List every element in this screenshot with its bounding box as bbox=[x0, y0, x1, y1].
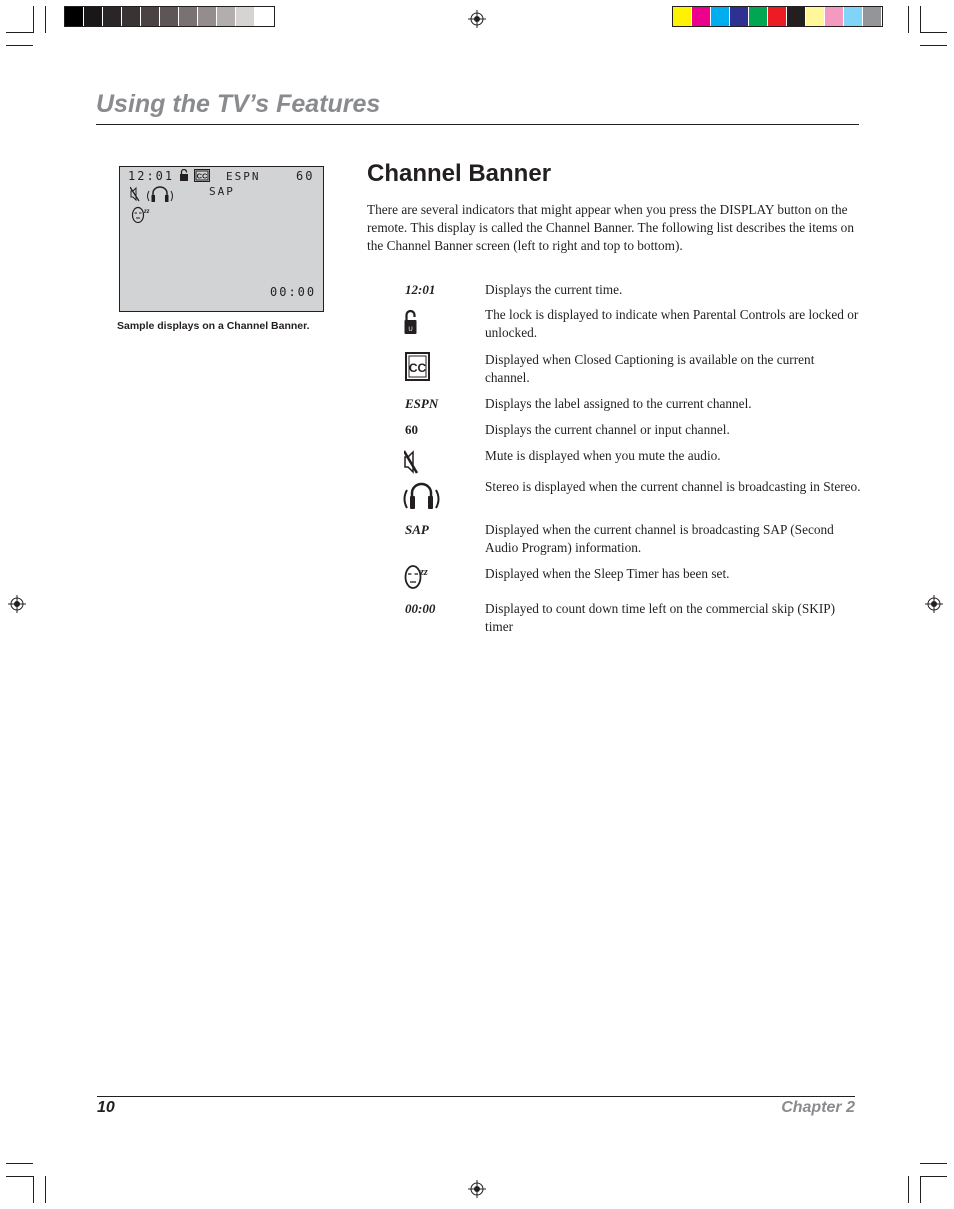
crop-mark bbox=[920, 6, 921, 33]
mute-icon bbox=[130, 186, 140, 202]
svg-text:zz: zz bbox=[144, 207, 150, 215]
crop-mark bbox=[6, 1176, 33, 1177]
grayscale-swatch-bar bbox=[64, 6, 275, 27]
color-swatch bbox=[768, 7, 787, 26]
screen-time: 12:01 bbox=[128, 169, 175, 183]
color-swatch bbox=[787, 7, 806, 26]
screen-countdown: 00:00 bbox=[270, 285, 317, 299]
header-rule bbox=[96, 124, 859, 125]
stereo-headphones-icon bbox=[402, 480, 441, 512]
color-swatch bbox=[863, 7, 882, 26]
svg-text:CC: CC bbox=[408, 361, 427, 375]
term-label: ESPN bbox=[405, 396, 439, 411]
term-channel: 60 bbox=[405, 422, 418, 437]
crop-mark bbox=[6, 1163, 33, 1164]
color-swatch bbox=[749, 7, 768, 26]
section-title: Using the TV’s Features bbox=[96, 90, 381, 118]
gray-swatch bbox=[141, 7, 160, 26]
sleep-timer-icon bbox=[404, 562, 436, 590]
color-swatch bbox=[806, 7, 825, 26]
crop-mark bbox=[45, 1176, 46, 1203]
stereo-headphones-icon bbox=[145, 186, 175, 203]
crop-mark bbox=[33, 1176, 34, 1203]
crop-mark bbox=[908, 6, 909, 33]
desc-sap: Displayed when the current channel is broadcasting SAP (Second Audio Program) information. bbox=[485, 522, 834, 555]
crop-mark bbox=[920, 1163, 947, 1164]
desc-stereo: Stereo is displayed when the current channel is broadcasting in Stereo. bbox=[485, 479, 861, 494]
desc-channel: Displays the current channel or input channel. bbox=[485, 422, 730, 437]
sleep-timer-icon bbox=[131, 204, 155, 224]
crop-mark bbox=[33, 6, 34, 33]
term-countdown: 00:00 bbox=[405, 601, 436, 616]
svg-text:zz: zz bbox=[420, 567, 428, 578]
gray-swatch bbox=[236, 7, 255, 26]
intro-paragraph: There are several indicators that might appear when you press the DISPLAY button on the remote. This display is called the Channel Banner. The following list describes the items on the Channel Banner screen (left to right and top to bottom). bbox=[367, 202, 854, 253]
gray-swatch bbox=[65, 7, 84, 26]
color-swatch bbox=[673, 7, 692, 26]
crop-mark bbox=[920, 32, 947, 33]
color-swatch-bar bbox=[672, 6, 883, 27]
crop-mark bbox=[908, 1176, 909, 1203]
footer-rule bbox=[97, 1096, 855, 1097]
lock-icon bbox=[180, 169, 188, 181]
page-heading: Channel Banner bbox=[367, 160, 552, 187]
gray-swatch bbox=[84, 7, 103, 26]
desc-time: Displays the current time. bbox=[485, 282, 623, 297]
closed-caption-icon bbox=[194, 169, 210, 182]
crop-mark bbox=[6, 45, 33, 46]
gray-swatch bbox=[217, 7, 236, 26]
lock-icon bbox=[404, 309, 417, 335]
registration-mark-icon bbox=[468, 10, 486, 28]
closed-caption-icon bbox=[405, 352, 430, 381]
color-swatch bbox=[692, 7, 711, 26]
desc-lock: The lock is displayed to indicate when Parental Controls are locked or unlocked. bbox=[485, 307, 859, 340]
chapter-label: Chapter 2 bbox=[781, 1099, 855, 1116]
color-swatch bbox=[711, 7, 730, 26]
crop-mark bbox=[920, 45, 947, 46]
color-swatch bbox=[844, 7, 863, 26]
registration-mark-icon bbox=[468, 1180, 486, 1198]
desc-countdown: Displayed to count down time left on the commercial skip (SKIP) timer bbox=[485, 601, 836, 634]
gray-swatch bbox=[198, 7, 217, 26]
color-swatch bbox=[730, 7, 749, 26]
registration-mark-icon bbox=[8, 595, 26, 613]
crop-mark bbox=[920, 1176, 947, 1177]
desc-label: Displays the label assigned to the current channel. bbox=[485, 396, 752, 411]
crop-mark bbox=[6, 32, 33, 33]
gray-swatch bbox=[103, 7, 122, 26]
gray-swatch bbox=[160, 7, 179, 26]
screen-channel: 60 bbox=[296, 169, 315, 183]
page-number: 10 bbox=[97, 1099, 115, 1116]
channel-banner-sample bbox=[119, 166, 324, 312]
svg-text:U: U bbox=[408, 327, 413, 333]
term-time: 12:01 bbox=[405, 282, 436, 297]
desc-closed-caption: Displayed when Closed Captioning is available on the current channel. bbox=[485, 352, 815, 385]
crop-mark bbox=[45, 6, 46, 33]
screen-label: ESPN bbox=[226, 170, 261, 183]
screen-sap: SAP bbox=[209, 185, 235, 198]
figure-caption: Sample displays on a Channel Banner. bbox=[117, 320, 310, 332]
crop-mark bbox=[920, 1176, 921, 1203]
color-swatch bbox=[825, 7, 844, 26]
term-sap: SAP bbox=[405, 522, 429, 537]
gray-swatch bbox=[255, 7, 274, 26]
mute-icon bbox=[404, 449, 418, 475]
svg-text:CC: CC bbox=[196, 171, 208, 181]
desc-mute: Mute is displayed when you mute the audio. bbox=[485, 448, 721, 463]
gray-swatch bbox=[179, 7, 198, 26]
registration-mark-icon bbox=[925, 595, 943, 613]
gray-swatch bbox=[122, 7, 141, 26]
desc-sleep-timer: Displayed when the Sleep Timer has been set. bbox=[485, 566, 730, 581]
